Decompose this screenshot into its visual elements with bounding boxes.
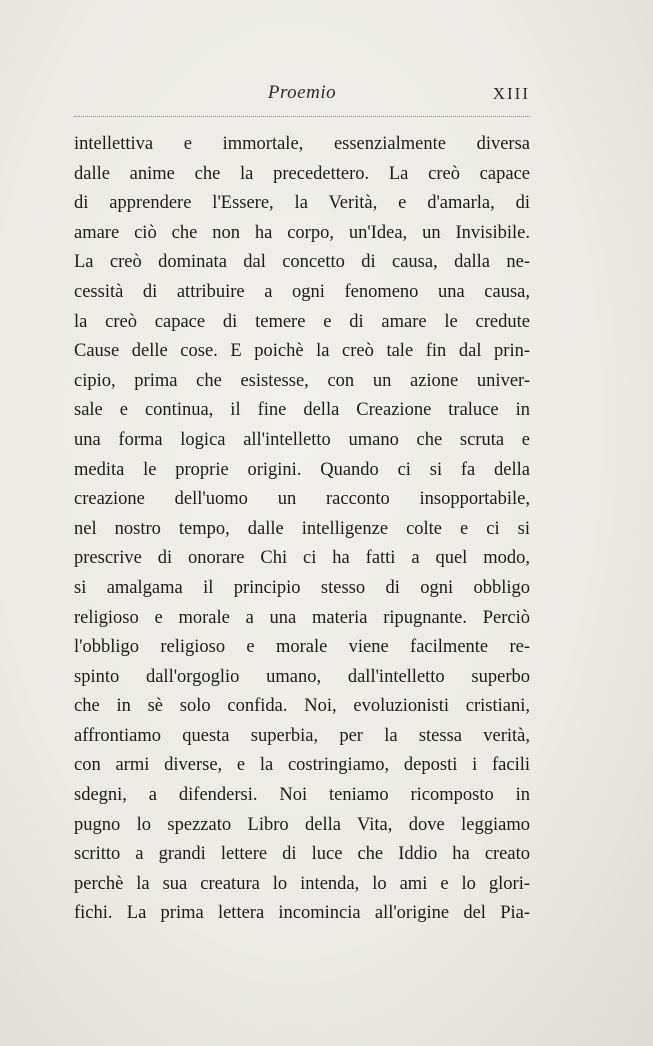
text-line: pugno lo spezzato Libro della Vita, dove leggiamo: [74, 814, 530, 835]
text-line: scritto a grandi lettere di luce che Iddio ha creato: [74, 844, 530, 865]
text-line: la creò capace di temere e di amare le credute: [74, 311, 530, 332]
text-line: che in sè solo confida. Noi, evoluzionisti cristiani,: [74, 696, 530, 717]
running-title: Proemio: [267, 82, 337, 103]
body-text: [74, 130, 530, 929]
text-line: La creò dominata dal concetto di causa, dalla ne-: [74, 252, 530, 273]
page-number: XIII: [492, 84, 530, 103]
text-line: fichi. La prima lettera incomincia all'origine del Pia-: [74, 903, 530, 924]
text-line: una forma logica all'intelletto umano che scruta e: [74, 429, 530, 450]
text-line: Cause delle cose. E poichè la creò tale fin dal prin-: [74, 341, 530, 362]
text-line: nel nostro tempo, dalle intelligenze colte e ci si: [74, 518, 530, 539]
page-header: [74, 82, 530, 112]
text-line: si amalgama il principio stesso di ogni obbligo: [74, 577, 530, 598]
text-line: intellettiva e immortale, essenzialmente diversa: [74, 134, 530, 154]
text-line: creazione dell'uomo un racconto insopportabile,: [74, 489, 530, 510]
text-line: con armi diverse, e la costringiamo, deposti i facili: [74, 755, 530, 776]
text-line: cessità di attribuire a ogni fenomeno una causa,: [74, 281, 530, 302]
text-line: spinto dall'orgoglio umano, dall'intelletto superbo: [74, 666, 530, 687]
text-line: di apprendere l'Essere, la Verità, e d'amarla, di: [74, 193, 530, 214]
text-line: prescrive di onorare Chi ci ha fatti a quel modo,: [74, 548, 530, 569]
text-line: dalle anime che la precedettero. La creò capace: [74, 163, 530, 184]
header-rule: [74, 116, 530, 117]
text-line: amare ciò che non ha corpo, un'Idea, un Invisibile.: [74, 222, 530, 243]
text-line: cipio, prima che esistesse, con un azione univer-: [74, 370, 530, 391]
text-line: religioso e morale a una materia ripugnante. Perciò: [74, 607, 530, 628]
text-line: medita le proprie origini. Quando ci si fa della: [74, 459, 530, 480]
text-line: sale e continua, il fine della Creazione traluce in: [74, 400, 530, 421]
text-line: perchè la sua creatura lo intenda, lo ami e lo glori-: [74, 873, 530, 894]
text-line: l'obbligo religioso e morale viene facilmente re-: [74, 637, 530, 658]
text-line: affrontiamo questa superbia, per la stessa verità,: [74, 725, 530, 746]
text-line: sdegni, a difendersi. Noi teniamo ricomposto in: [74, 785, 530, 806]
